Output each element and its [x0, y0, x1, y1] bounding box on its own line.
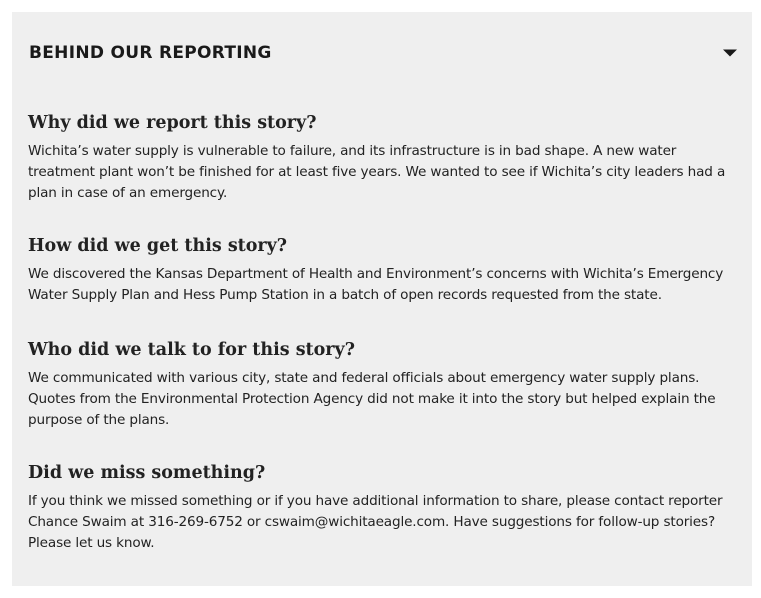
- section-miss: [28, 461, 742, 554]
- section-question: Did we miss something?: [28, 463, 266, 483]
- section-question: How did we get this story?: [28, 236, 288, 256]
- section-answer: Wichita’s water supply is vulnerable to failure, and its infrastructure is in bad shape. A new water treatment plant won’t be finished for at least five years. We wanted to see if Wichita’s city leaders had a plan in case of an emergency.: [28, 143, 726, 201]
- panel-title: BEHIND OUR REPORTING: [29, 43, 272, 63]
- section-how: [28, 234, 742, 306]
- section-question: Who did we talk to for this story?: [28, 340, 355, 360]
- section-question: Why did we report this story?: [28, 113, 317, 133]
- section-who: [28, 338, 742, 431]
- behind-our-reporting-panel: [12, 12, 752, 586]
- section-answer: If you think we missed something or if you have additional information to share, please contact reporter Chance Swaim at 316-269-6752 or cswaim@wichitaeagle.com. Have suggestions for follow-up stories? Please let us know.: [28, 493, 723, 551]
- section-answer: We discovered the Kansas Department of Health and Environment’s concerns with Wichita’s Emergency Water Supply Plan and Hess Pump Station in a batch of open records requested from the state.: [28, 266, 724, 303]
- panel-header[interactable]: [29, 43, 738, 69]
- section-answer: We communicated with various city, state and federal officials about emergency water supply plans. Quotes from the Environmental Protection Agency did not make it into the story but helped explain the purpose of the plans.: [28, 370, 716, 428]
- section-why: [28, 111, 742, 204]
- caret-down-icon[interactable]: [722, 48, 738, 58]
